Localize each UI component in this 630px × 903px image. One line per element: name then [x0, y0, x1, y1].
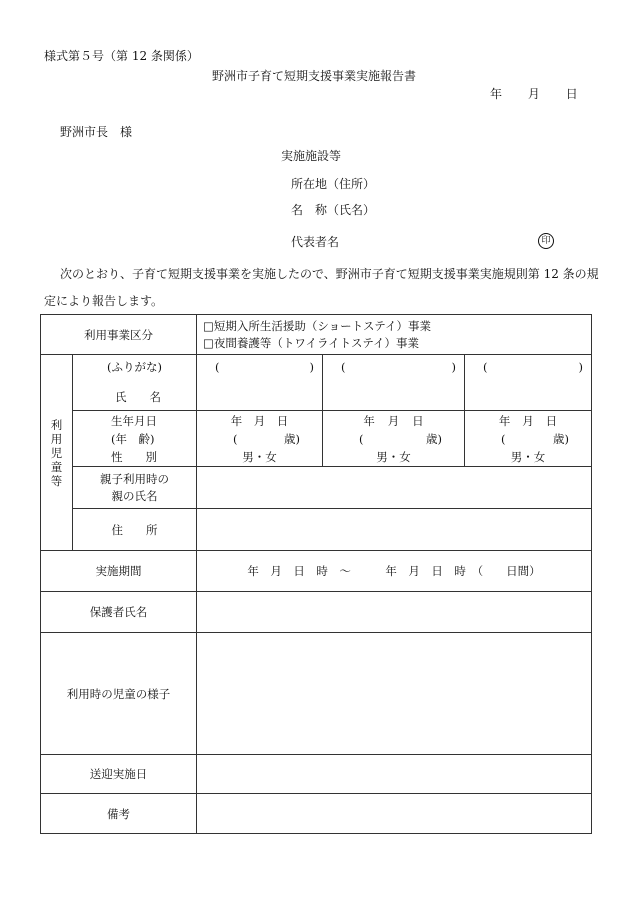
age-close: 歳): [553, 431, 569, 446]
date-month: 月: [527, 87, 540, 101]
child-label-char: 童: [50, 459, 63, 474]
age-open: (: [233, 431, 238, 446]
service-option-twilight-stay[interactable]: □夜間養護等（トワイライトステイ）事業: [203, 335, 420, 350]
paren-open: (: [483, 360, 488, 374]
date-year: 年: [490, 87, 503, 101]
address-label: 住 所: [73, 509, 197, 551]
age-close: 歳): [284, 431, 300, 446]
dob-year: 年: [498, 413, 511, 428]
parent-name-field[interactable]: [197, 467, 592, 509]
remarks-field[interactable]: [197, 794, 592, 834]
facility-name-label: 名 称（氏名）: [291, 203, 376, 217]
parent-name-label-2: 親の氏名: [111, 488, 158, 503]
dob-month: 月: [522, 413, 534, 428]
parent-name-label-1: 親子利用時の: [100, 471, 169, 486]
condition-label: 利用時の児童の様子: [41, 633, 197, 755]
date-day: 日: [565, 87, 578, 101]
guardian-label: 保護者氏名: [41, 592, 197, 633]
address-field[interactable]: [197, 509, 592, 551]
dob-day: 日: [276, 413, 289, 428]
child-dob-2[interactable]: [323, 411, 465, 467]
facility-rep-label: 代表者名: [291, 235, 340, 249]
dob-month: 月: [387, 413, 400, 428]
child-label-char: 利: [50, 417, 63, 432]
sex-value[interactable]: 男・女: [376, 449, 411, 464]
parent-name-label-cell: [73, 467, 197, 509]
period-field[interactable]: 年 月 日 時 ～ 年 月 日 時 （ 日間）: [197, 551, 592, 592]
sex-label: 性 別: [111, 449, 157, 464]
dob-year: 年: [363, 413, 375, 428]
child-section-label: [41, 355, 73, 551]
remarks-label: 備考: [41, 794, 197, 834]
guardian-field[interactable]: [197, 592, 592, 633]
age-open: (: [501, 431, 506, 446]
addressee: 野洲市長 様: [60, 125, 133, 139]
paren-close: ): [309, 360, 314, 374]
dob-month: 月: [253, 413, 266, 428]
form-title: 野洲市子育て短期支援事業実施報告書: [212, 69, 417, 83]
dob-label-cell: [73, 411, 197, 467]
period-label: 実施期間: [41, 551, 197, 592]
paren-open: (: [341, 360, 346, 374]
dob-label: 生年月日: [111, 413, 157, 428]
sex-value[interactable]: 男・女: [242, 449, 277, 464]
dob-day: 日: [412, 413, 424, 428]
dob-year: 年: [230, 413, 243, 428]
facility-heading: 実施施設等: [281, 149, 342, 163]
name-label: 氏 名: [115, 390, 161, 404]
service-type-label: 利用事業区分: [41, 315, 197, 355]
child-name-3[interactable]: [465, 355, 592, 411]
furigana-label: (ふりがな): [107, 360, 162, 374]
seal-text: 印: [541, 236, 551, 246]
child-label-char: 児: [50, 445, 63, 460]
name-label-cell: [73, 355, 197, 411]
service-option-short-stay[interactable]: □短期入所生活援助（ショートステイ）事業: [203, 318, 431, 333]
paren-close: ): [578, 360, 583, 374]
age-label: (年 齢): [111, 431, 155, 446]
child-dob-1[interactable]: [197, 411, 323, 467]
report-table: [40, 314, 592, 834]
facility-address-label: 所在地（住所）: [291, 177, 376, 191]
condition-field[interactable]: [197, 633, 592, 755]
child-dob-3[interactable]: [465, 411, 592, 467]
seal-mark: [538, 233, 554, 249]
transport-field[interactable]: [197, 755, 592, 794]
transport-label: 送迎実施日: [41, 755, 197, 794]
child-name-2[interactable]: [323, 355, 465, 411]
date-line: [490, 87, 578, 101]
form-number: 様式第５号（第 12 条関係）: [44, 49, 199, 63]
child-label-char: 等: [50, 473, 63, 488]
age-close: 歳): [426, 431, 442, 446]
intro-line-2: 定により報告します。: [44, 294, 164, 308]
intro-line-1: 次のとおり、子育て短期支援事業を実施したので、野洲市子育て短期支援事業実施規則第 12 条の規: [60, 267, 599, 281]
service-type-options: [197, 315, 592, 355]
child-name-1[interactable]: [197, 355, 323, 411]
child-label-char: 用: [50, 431, 63, 446]
sex-value[interactable]: 男・女: [510, 449, 546, 464]
age-open: (: [359, 431, 364, 446]
paren-open: (: [215, 360, 220, 374]
dob-day: 日: [545, 413, 558, 428]
paren-close: ): [451, 360, 456, 374]
